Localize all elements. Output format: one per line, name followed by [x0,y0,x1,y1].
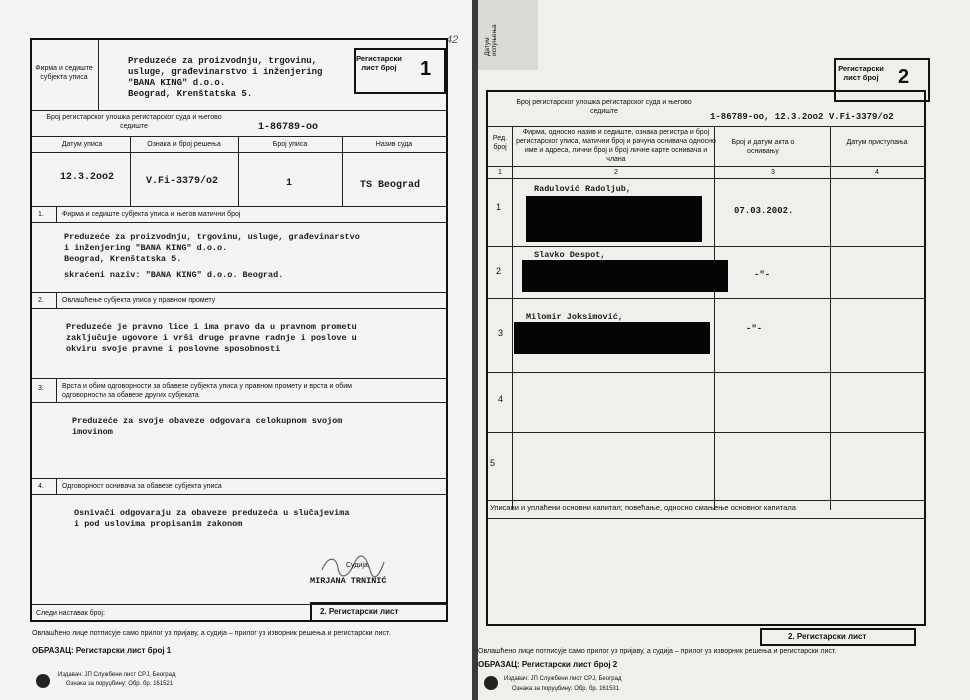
row-1-act: 07.03.2002. [734,206,794,216]
registry-sheet-2 [478,0,970,700]
section-3-num: 3. [38,385,44,392]
col-header-founder: Фирма, односно назив и седиште, ознака регистра и број регистарског уписа, матични број и рачуна оснивача односно име и адреса, лични број и број личне карте оснивача и члана [516,129,716,163]
publisher: Издавач: ЈП Службени лист СРЈ, Београд [58,672,176,678]
section-4-title: Одговорност оснивача за обавезе субјекта уписа [62,483,222,490]
judge-name: MIRJANA TRNINIĆ [310,576,387,586]
row-2-num: 2 [496,266,502,276]
side-label: Датум испуњења [484,24,498,56]
next-value-2: 2. Регистарски лист [788,632,867,641]
hdr-entry: Број уписа [272,141,308,148]
row-1-num: 1 [496,202,502,212]
row-3-act: -"- [746,324,763,334]
redaction-bar [522,260,728,292]
capital-label: Уписани и уплаћени основни капитал; повећање, односно смањење основног капитала [490,503,796,512]
section-4-text: Osnivači odgovaraju za obaveze preduzeća u slučajevima i pod uslovima propisanim zakonom [74,508,350,529]
reg-label: Регистарски лист број [356,54,402,72]
row-4-num: 4 [498,394,504,404]
handwritten-mark: 42 [446,34,459,46]
col-header-act: Број и датум акта о оснивању [731,139,795,155]
val-entry: 1 [286,178,293,189]
hdr-date: Датум уписа [61,141,103,148]
redaction-bar [514,322,710,354]
row-3-num: 3 [498,328,504,338]
reg-number: 1 [420,58,432,80]
col-num-4: 4 [875,169,879,176]
section-1-title: Фирма и седиште субјекта уписа и његов матични број [62,211,241,218]
registry-sheet-1 [0,0,472,700]
row-5-num: 5 [490,458,496,468]
firm-label: Фирма и седиште субјекта уписа [35,65,93,81]
order-no-2: Ознака за поруџбину: Обр. бр. 161531 [512,686,620,692]
next-value: 2. Регистарски лист [320,607,399,616]
regno-value-2: 1-86789-oo, 12.3.2oo2 V.Fi-3379/o2 [710,112,894,122]
section-3-title: Врста и обим одговорности за обавезе субјекта уписа у правном промету и врста и обим одговорности за обавезе других субјеката [62,383,352,399]
form-label: ОБРАЗАЦ: Регистарски лист број 1 [32,646,172,655]
section-4-num: 4. [38,483,44,490]
val-court: TS Beograd [360,180,421,191]
hdr-decision: Ознака и број решења [147,141,221,148]
val-decision: V.Fi-3379/o2 [146,176,219,187]
form-label-2: ОБРАЗАЦ: Регистарски лист број 2 [478,660,618,669]
section-3-text: Preduzeće za svoje obaveze odgovara celokupnom svojom imovinom [72,416,343,437]
col-num-2: 2 [614,169,618,176]
col-header-date: Датум приступања [846,139,908,146]
col-num-1: 1 [498,169,502,176]
regno-label: Број регистарског улошка регистарског суда и његово седиште [46,114,222,130]
section-1-text: Preduzeće za proizvodnju, trgovinu, usluge, građevinarstvo i inženjering "BANA KING" d.o.o. Beograd, Krenštatska 5. skraćeni naziv: "BANA KING" d.o.o. Beograd. [64,232,360,280]
judge-label: Судија, [346,562,370,569]
section-1-num: 1. [38,211,44,218]
hdr-court: Назив суда [375,141,413,148]
bottom-note-2: Овлашћено лице потписује само прилог уз пријаву, а судија – прилог уз изворник решења и регистарски лист. [478,648,837,655]
order-no: Ознака за поруџбину: Обр. бр. 161521 [66,681,174,687]
reg-number-2: 2 [898,66,910,88]
redaction-bar [526,196,702,242]
section-2-num: 2. [38,297,44,304]
row-2-act: -"- [754,270,771,280]
bottom-note: Овлашћено лице потписује само прилог уз пријаву, а судија – прилог уз изворник решења и регистарски лист. [32,630,391,637]
row-3-name: Milomir Joksimović, [526,312,623,322]
regno-value: 1-86789-oo [258,122,319,133]
publisher-2: Издавач: ЈП Службени лист СРЈ, Београд [504,676,622,682]
row-2-name: Slavko Despot, [534,250,606,260]
firm-value: Preduzeće za proizvodnju, trgovinu, usluge, građevinarstvo i inženjering "BANA KING" d.o.o. Beograd, Krenštatska 5. [128,56,323,99]
row-1-name: Radulović Radoljub, [534,184,631,194]
regno-label-2: Број регистарског улошка регистарског суда и његово седиште [516,99,692,115]
publisher-logo-icon [36,674,50,688]
next-label: Следи наставак број: [36,610,105,617]
section-2-text: Preduzeće je pravno lice i ima pravo da u pravnom prometu zaključuje ugovore i vrši druge pravne radnje i poslove u okviru svoje pravne i poslovne sposobnosti [66,322,357,354]
reg-label-2: Регистарски лист број [838,64,884,82]
val-date: 12.3.2oo2 [60,172,115,183]
col-header-num: Ред. број [492,135,508,151]
section-2-title: Овлашћење субјекта уписа у правном промету [62,297,216,304]
publisher-logo-icon [484,676,498,690]
col-num-3: 3 [771,169,775,176]
